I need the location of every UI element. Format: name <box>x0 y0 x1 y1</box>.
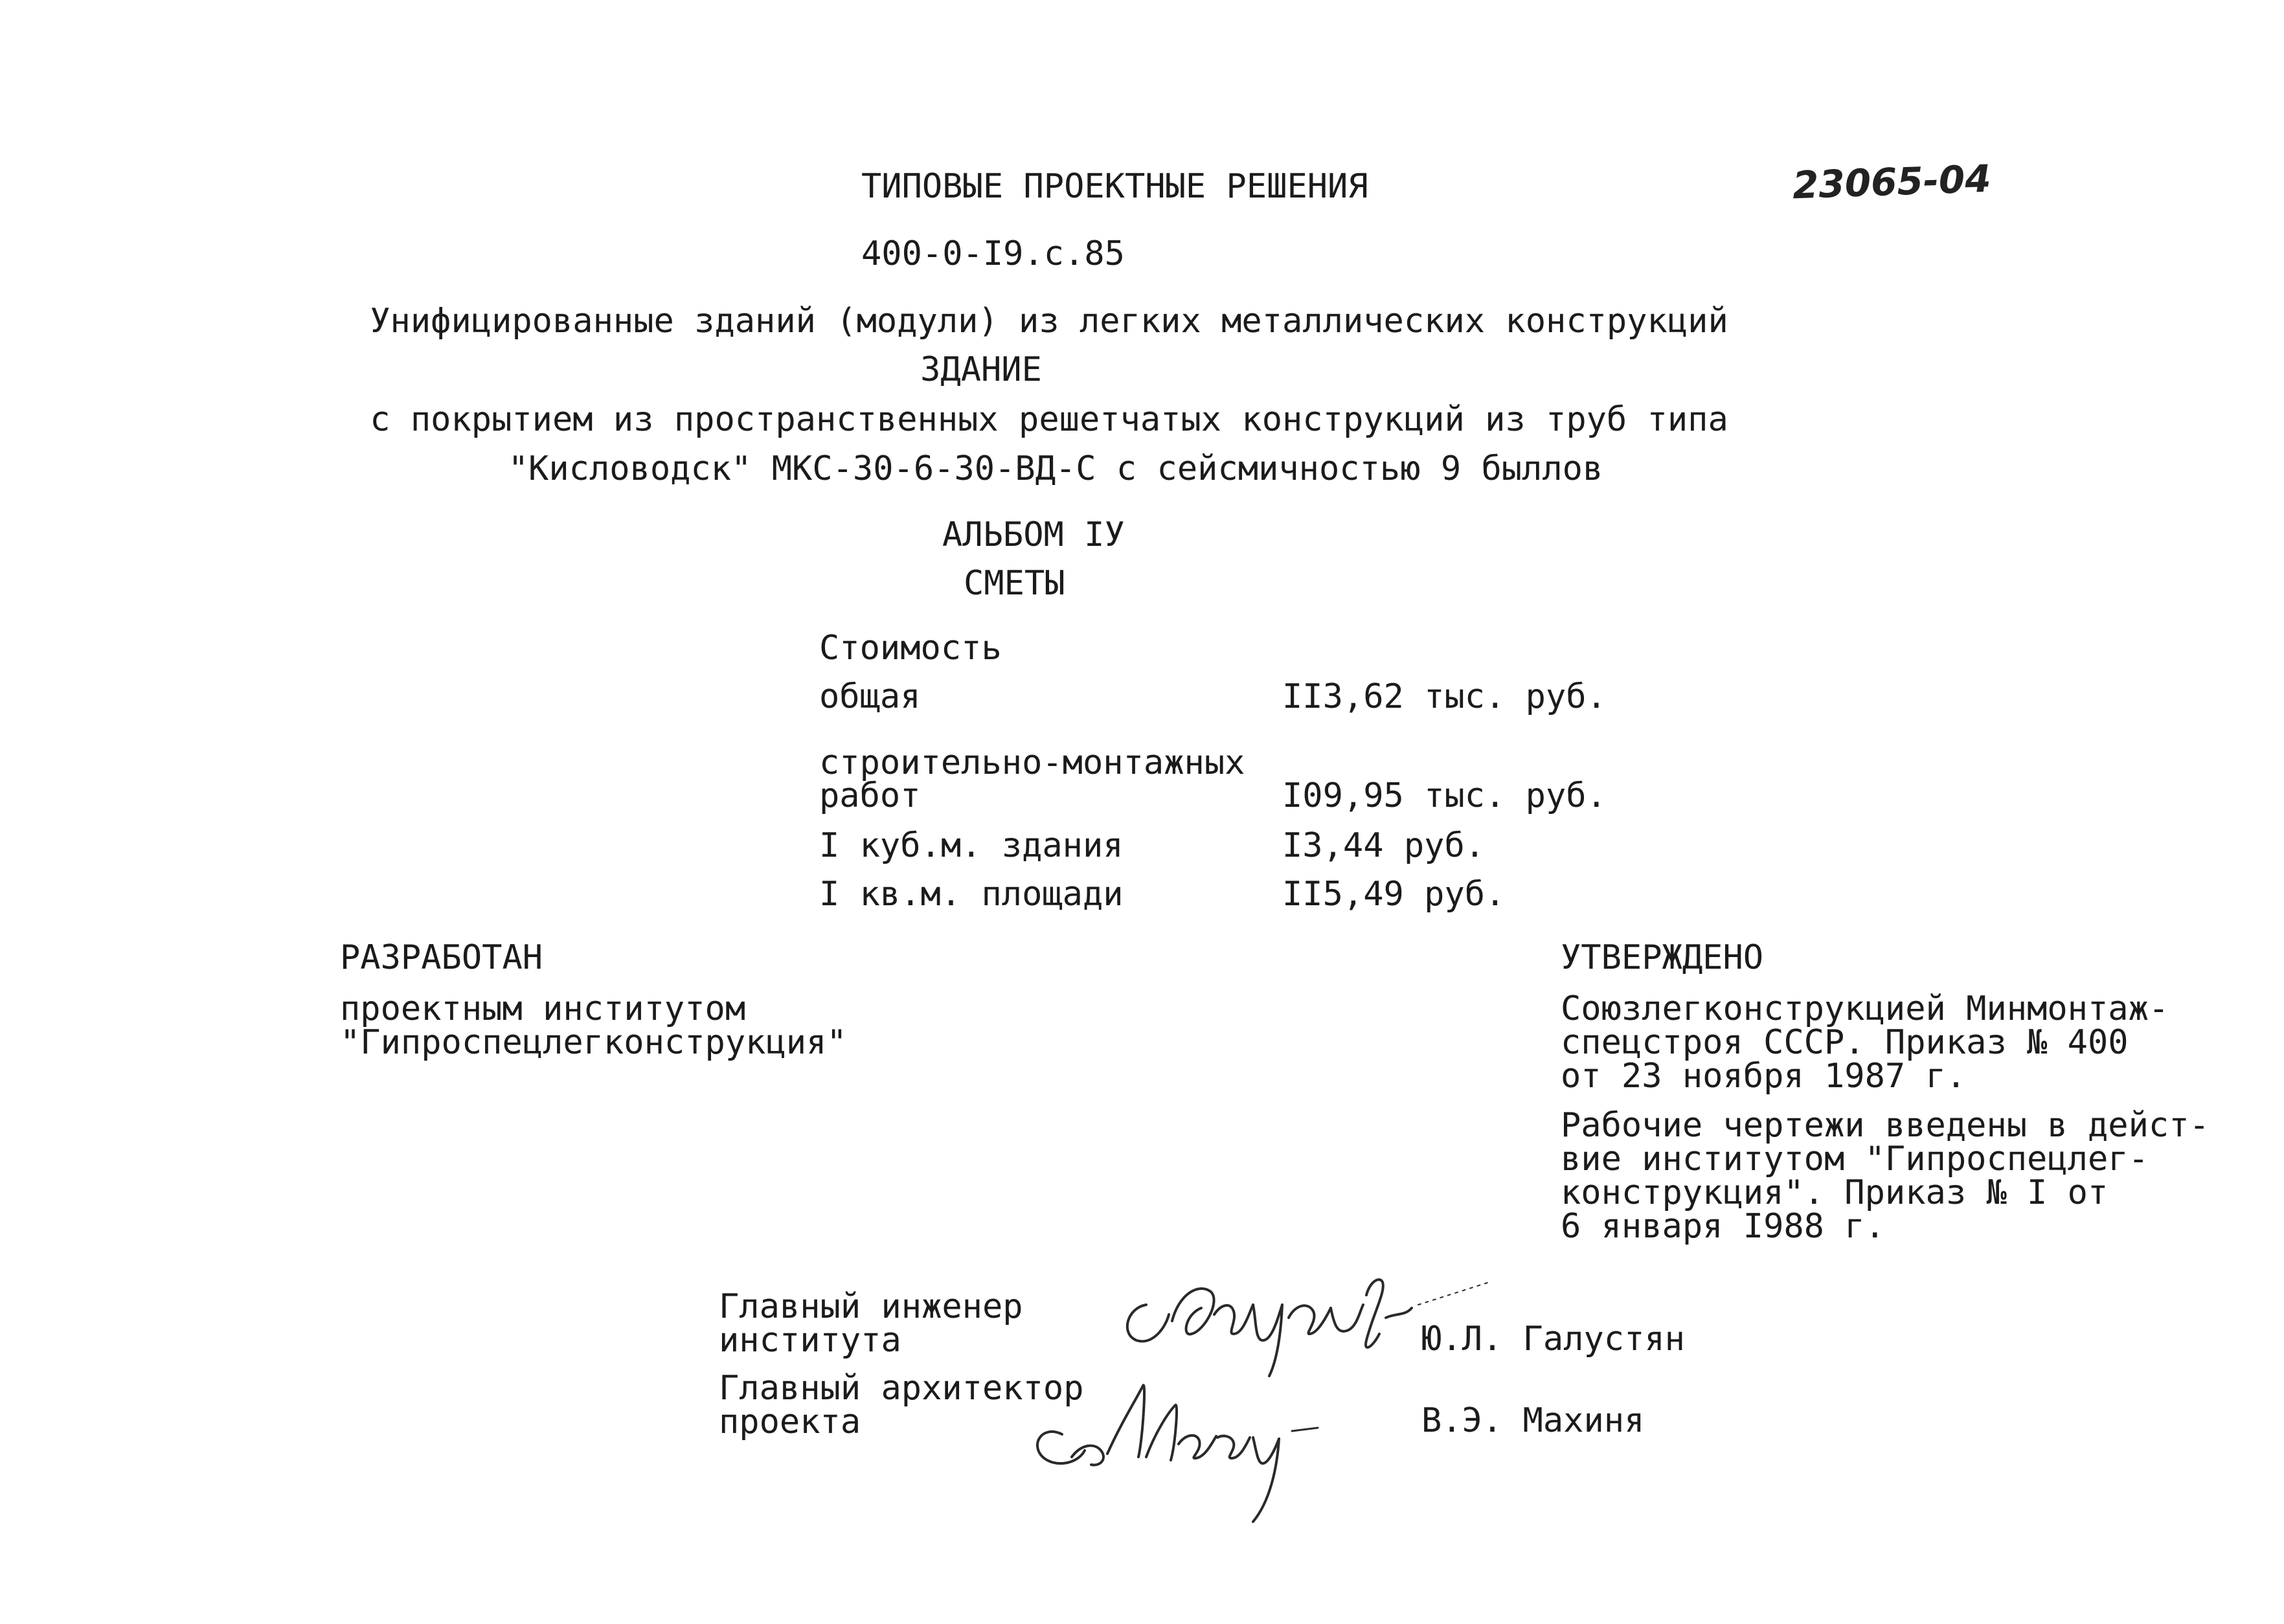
chief-engineer-name: Ю.Л. Галустян <box>1421 1320 1685 1359</box>
enactment-line-3: конструкция". Приказ № I от <box>1561 1173 2109 1212</box>
chief-engineer-role-line-2: института <box>719 1321 901 1360</box>
title-line-4: "Кисловодск" МКС-30-6-30-ВД-С с сейсмичностью 9 быллов <box>508 449 1603 488</box>
title-line-3: с покрытием из пространственных решетчатых конструкций из труб типа <box>370 400 1728 439</box>
cost-total-label: общая <box>819 677 921 716</box>
series-code: 400-0-I9.с.85 <box>861 234 1125 273</box>
approved-order-line-1: Союзлегконструкцией Минмонтаж- <box>1561 989 2169 1028</box>
cost-per-cubic-meter-label: I куб.м. здания <box>819 826 1124 865</box>
approved-order-line-3: от 23 ноября 1987 г. <box>1561 1057 1967 1096</box>
series-title: ТИПОВЫЕ ПРОЕКТНЫЕ РЕШЕНИЯ <box>861 167 1368 206</box>
enactment-line-1: Рабочие чертежи введены в дейст- <box>1561 1106 2210 1145</box>
chief-architect-role-line-1: Главный архитектор <box>719 1369 1084 1408</box>
approved-order-line-2: спецстроя СССР. Приказ № 400 <box>1561 1023 2129 1062</box>
album-subject: СМЕТЫ <box>964 564 1065 603</box>
developed-line-1: проектным институтом <box>340 989 746 1028</box>
cost-construction-value: I09,95 тыс. руб. <box>1282 776 1607 815</box>
inventory-number: 23065-04 <box>1791 156 1992 208</box>
cost-construction-label-line-2: работ <box>819 776 921 815</box>
enactment-line-2: вие институтом "Гипроспецлег- <box>1561 1140 2149 1179</box>
cost-construction-label-line-1: строительно-монтажных <box>819 743 1245 782</box>
chief-engineer-role-line-1: Главный инженер <box>719 1287 1023 1326</box>
enactment-line-4: 6 января I988 г. <box>1561 1207 1885 1246</box>
cost-per-square-meter-label: I кв.м. площади <box>819 875 1124 914</box>
chief-architect-role-line-2: проекта <box>719 1403 861 1441</box>
approved-heading: УТВЕРЖДЕНО <box>1561 938 1764 977</box>
chief-architect-name: В.Э. Махиня <box>1421 1401 1645 1440</box>
cost-heading: Стоимость <box>819 629 1002 668</box>
title-line-2: ЗДАНИЕ <box>920 350 1042 389</box>
album-label: АЛЬБОМ IУ <box>942 515 1125 554</box>
developed-line-2: "Гипроспецлегконструкция" <box>340 1023 847 1062</box>
cost-per-square-meter-value: II5,49 руб. <box>1282 875 1506 914</box>
cost-per-cubic-meter-value: I3,44 руб. <box>1282 826 1486 865</box>
title-line-1: Унифицированные зданий (модули) из легких металлических конструкций <box>370 302 1728 341</box>
cost-total-value: II3,62 тыс. руб. <box>1282 677 1607 716</box>
developed-heading: РАЗРАБОТАН <box>340 938 543 977</box>
chief-architect-signature <box>1023 1360 1386 1528</box>
